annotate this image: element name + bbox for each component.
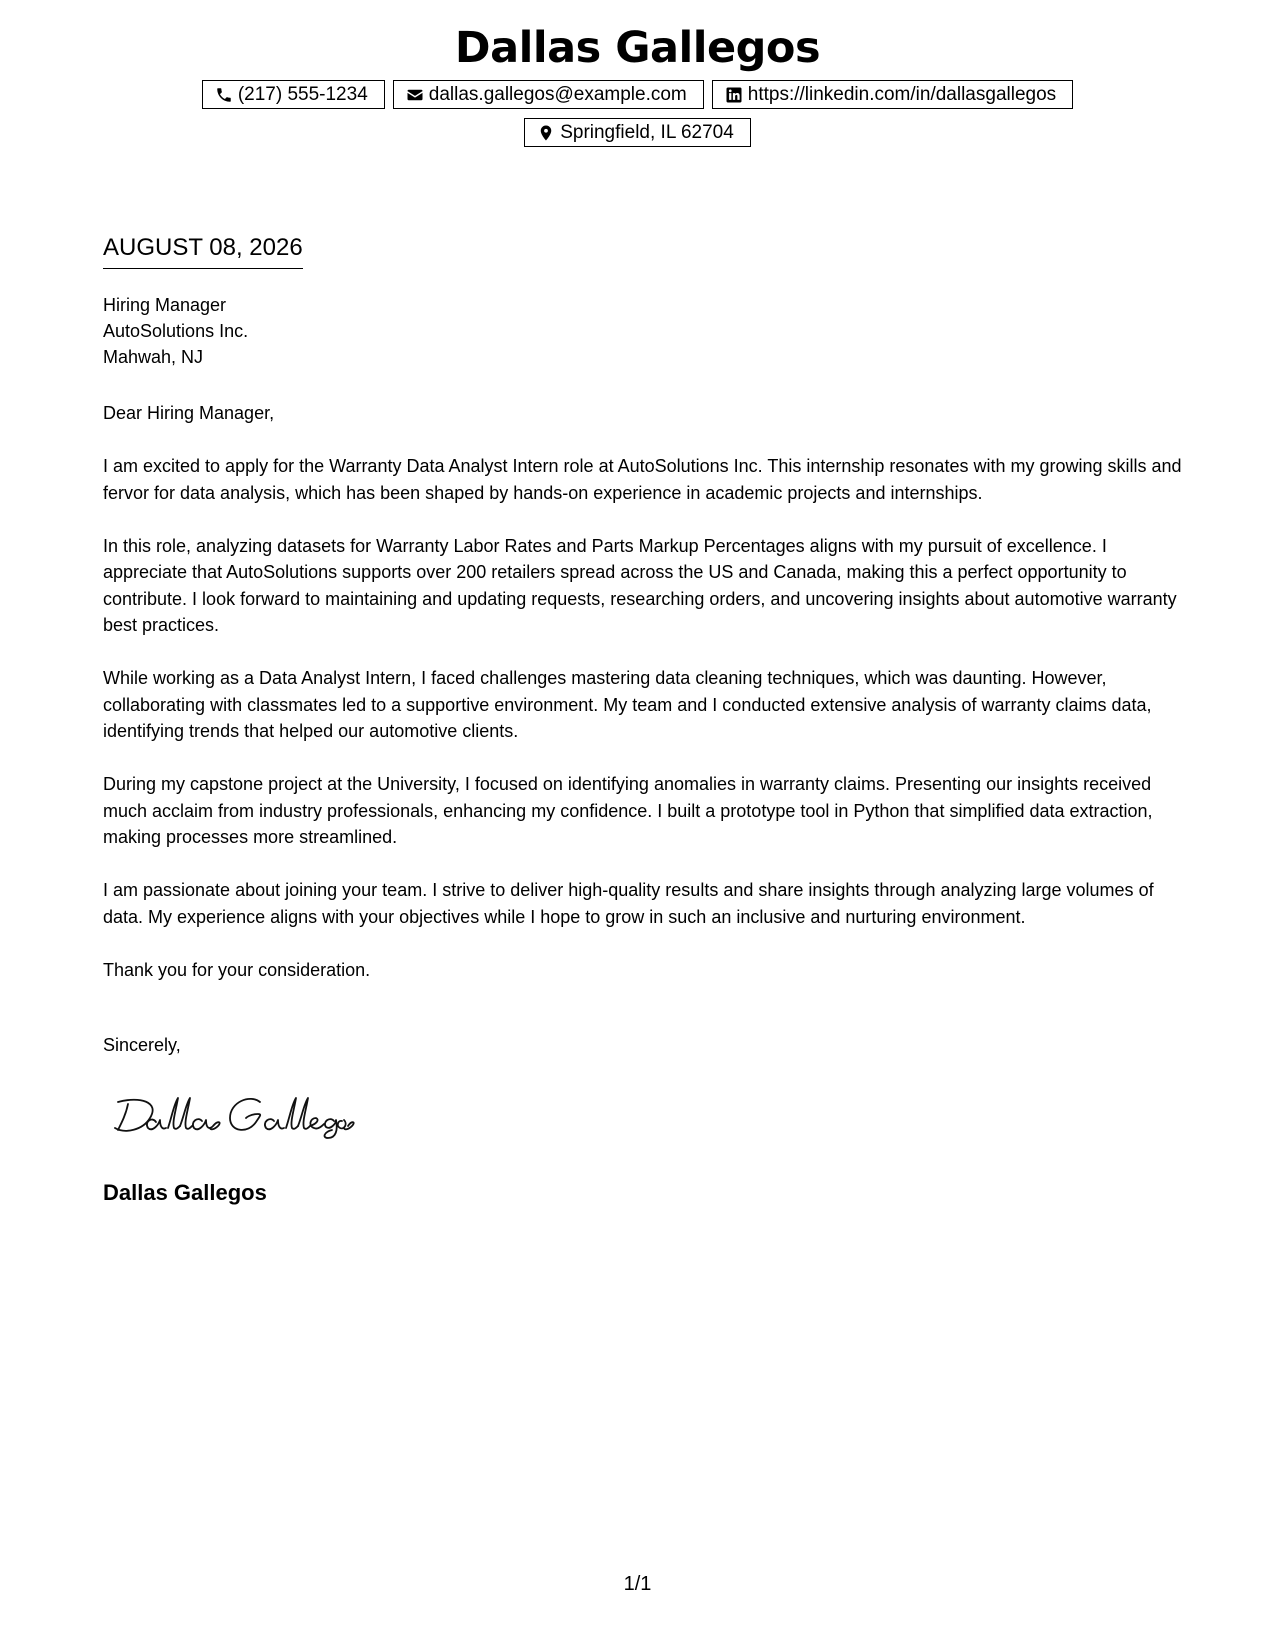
map-marker-icon bbox=[537, 124, 555, 142]
page-number: 1/1 bbox=[623, 1573, 652, 1595]
letter-header bbox=[0, 22, 1275, 147]
handwritten-signature bbox=[110, 1090, 360, 1140]
letter-body bbox=[103, 400, 1183, 1010]
phone-text: (217) 555-1234 bbox=[237, 84, 368, 105]
signer-name: Dallas Gallegos bbox=[103, 1180, 267, 1205]
recipient-company: AutoSolutions Inc. bbox=[103, 321, 249, 341]
envelope-icon bbox=[406, 86, 424, 104]
letter-date: AUGUST 08, 2026 bbox=[103, 232, 303, 269]
recipient-block bbox=[103, 292, 248, 370]
paragraph-role: In this role, analyzing datasets for Warranty Labor Rates and Parts Markup Percentages aligns with my pursuit of excellence. I appreciate that AutoSolutions supports over 200 retailers spread across the US and Canada, making this a perfect opportunity to contribute. I look forward to maintaining and updating requests, researching orders, and uncovering insights about automotive warranty best practices. bbox=[103, 535, 1177, 635]
paragraph-experience: While working as a Data Analyst Intern, I faced challenges mastering data cleaning techniques, which was daunting. However, collaborating with classmates led to a supportive environment. My team and I conducted extensive analysis of warranty claims data, identifying trends that helped our automotive clients. bbox=[103, 668, 1152, 741]
salutation: Dear Hiring Manager, bbox=[103, 403, 275, 423]
location-text: Springfield, IL 62704 bbox=[560, 122, 734, 143]
email-text: dallas.gallegos@example.com bbox=[428, 84, 687, 105]
contact-linkedin[interactable] bbox=[712, 80, 1073, 109]
contact-location[interactable] bbox=[524, 118, 751, 147]
paragraph-intro: I am excited to apply for the Warranty Data Analyst Intern role at AutoSolutions Inc. This internship resonates with my growing skills and fervor for data analysis, which has been shaped by hands-on experience in academic projects and internships. bbox=[103, 456, 1182, 503]
paragraph-capstone: During my capstone project at the University, I focused on identifying anomalies in warranty claims. Presenting our insights received much acclaim from industry professionals, enhancing my confidence. I built a prototype tool in Python that simplified data extraction, making processes more streamlined. bbox=[103, 774, 1153, 847]
applicant-name: Dallas Gallegos bbox=[454, 23, 821, 73]
contact-phone[interactable] bbox=[202, 80, 385, 109]
recipient-location: Mahwah, NJ bbox=[103, 347, 204, 367]
paragraph-thanks: Thank you for your consideration. bbox=[103, 959, 371, 980]
contact-bar bbox=[138, 80, 1138, 147]
linkedin-icon bbox=[725, 86, 743, 104]
contact-email[interactable] bbox=[393, 80, 704, 109]
recipient-title: Hiring Manager bbox=[103, 295, 227, 315]
paragraph-passion: I am passionate about joining your team. I strive to deliver high-quality results and share insights through analyzing large volumes of data. My experience aligns with your objectives while I hope to grow in such an inclusive and nurturing environment. bbox=[103, 880, 1154, 927]
linkedin-text: https://linkedin.com/in/dallasgallegos bbox=[747, 84, 1057, 105]
closing: Sincerely, bbox=[103, 1035, 181, 1055]
phone-icon bbox=[215, 86, 233, 104]
